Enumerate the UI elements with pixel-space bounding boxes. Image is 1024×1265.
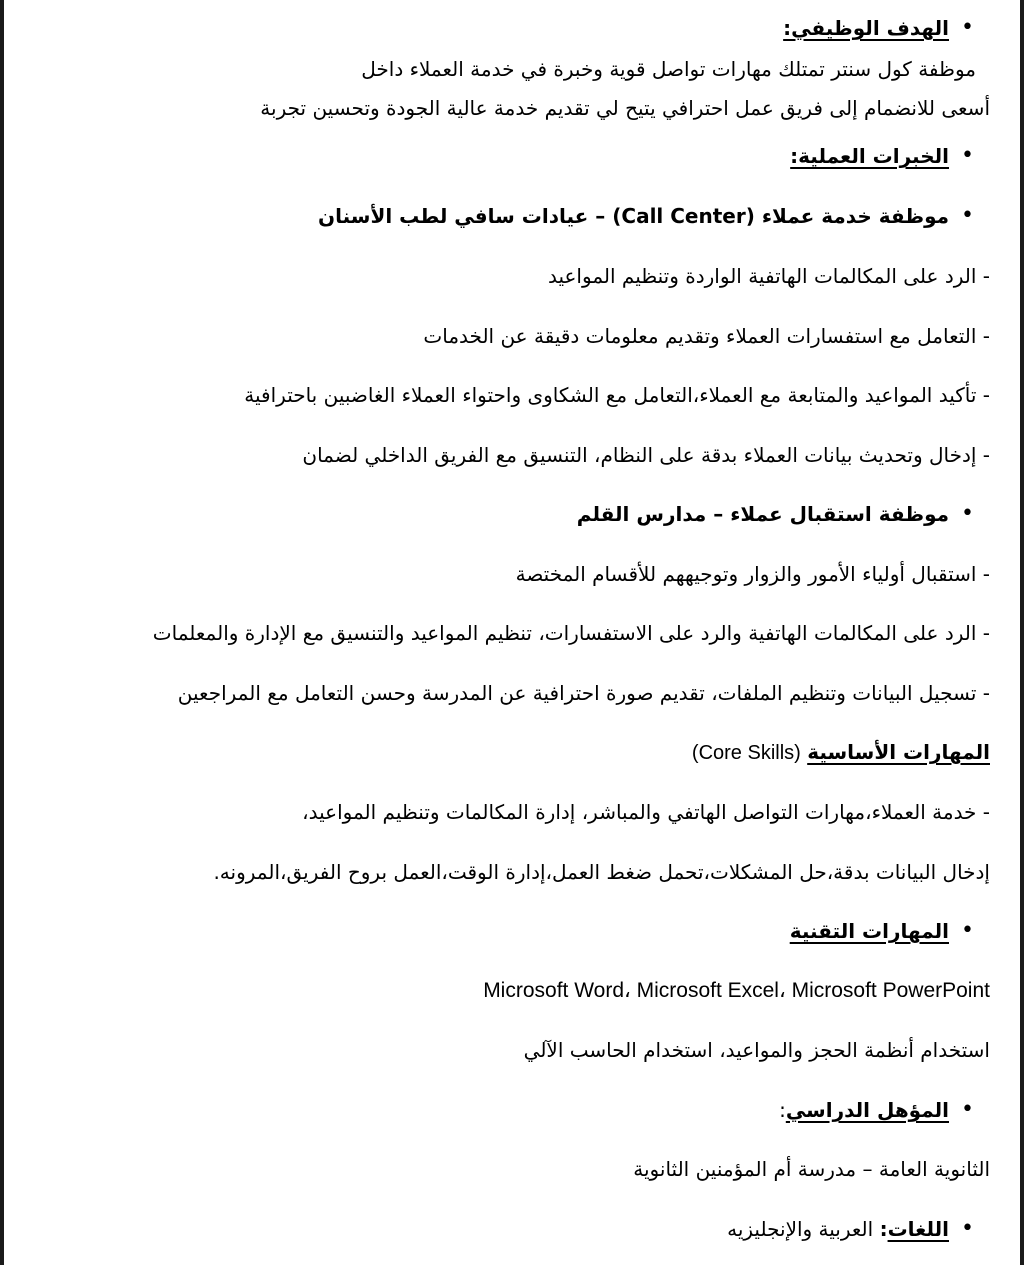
job1-duty-3: - تأكيد المواعيد والمتابعة مع العملاء،التعامل مع الشكاوى واحتواء العملاء الغاضبين باحترافية xyxy=(244,383,990,407)
languages-colon: : xyxy=(879,1217,888,1241)
tech-skills-heading: المهارات التقنية xyxy=(789,919,949,943)
core-skills-line-1: - خدمة العملاء،مهارات التواصل الهاتفي والمباشر، إدارة المكالمات وتنظيم المواعيد، xyxy=(302,800,990,824)
job2-title: موظفة استقبال عملاء – مدارس القلم xyxy=(576,502,949,526)
job1-title: موظفة خدمة عملاء (Call Center) – عيادات سافي لطب الأسنان xyxy=(318,204,949,228)
bullet-icon: • xyxy=(961,1097,974,1122)
bullet-icon: • xyxy=(961,1216,974,1241)
job2-duty-1: - استقبال أولياء الأمور والزوار وتوجيههم للأقسام المختصة xyxy=(515,562,990,586)
tech-skills-software: Microsoft Word، Microsoft Excel، Microsoft PowerPoint xyxy=(483,979,990,1002)
bullet-icon: • xyxy=(961,501,974,526)
core-skills-heading xyxy=(692,738,990,767)
tech-skills-systems: استخدام أنظمة الحجز والمواعيد، استخدام الحاسب الآلي xyxy=(523,1038,990,1062)
languages-heading: اللغات xyxy=(887,1217,949,1241)
experience-heading: الخبرات العملية: xyxy=(790,144,949,168)
education-colon: : xyxy=(779,1098,786,1122)
languages-detail: العربية والإنجليزيه xyxy=(727,1217,874,1241)
job2-duty-2: - الرد على المكالمات الهاتفية والرد على الاستفسارات، تنظيم المواعيد والتنسيق مع الإدارة والمعلمات xyxy=(152,621,990,645)
objective-heading: الهدف الوظيفي: xyxy=(783,16,949,40)
core-skills-heading-en: (Core Skills) xyxy=(691,742,801,764)
objective-line-2: أسعى للانضمام إلى فريق عمل احترافي يتيح لي تقديم خدمة عالية الجودة وتحسين تجربة xyxy=(260,96,990,120)
job1-duty-2: - التعامل مع استفسارات العملاء وتقديم معلومات دقيقة عن الخدمات xyxy=(423,324,990,348)
bullet-icon: • xyxy=(961,143,974,168)
objective-line-1: موظفة كول سنتر تمتلك مهارات تواصل قوية وخبرة في خدمة العملاء داخل xyxy=(361,57,976,81)
education-heading-row xyxy=(779,1096,949,1124)
bullet-icon: • xyxy=(961,918,974,943)
education-detail: الثانوية العامة – مدرسة أم المؤمنين الثانوية xyxy=(633,1157,990,1181)
left-edge-border xyxy=(0,0,4,1265)
core-skills-line-2: إدخال البيانات بدقة،حل المشكلات،تحمل ضغط العمل،إدارة الوقت،العمل بروح الفريق،المرونه. xyxy=(213,860,990,884)
bullet-icon: • xyxy=(961,15,974,40)
core-skills-heading-ar: المهارات الأساسية xyxy=(807,740,990,764)
job1-duty-4: - إدخال وتحديث بيانات العملاء بدقة على النظام، التنسيق مع الفريق الداخلي لضمان xyxy=(302,443,990,467)
bullet-icon: • xyxy=(961,203,974,228)
job2-duty-3: - تسجيل البيانات وتنظيم الملفات، تقديم صورة احترافية عن المدرسة وحسن التعامل مع المراجعين xyxy=(177,681,990,705)
education-heading: المؤهل الدراسي xyxy=(785,1098,949,1122)
right-edge-border xyxy=(1020,0,1024,1265)
job1-duty-1: - الرد على المكالمات الهاتفية الواردة وتنظيم المواعيد xyxy=(547,264,990,288)
languages-row xyxy=(727,1215,949,1243)
